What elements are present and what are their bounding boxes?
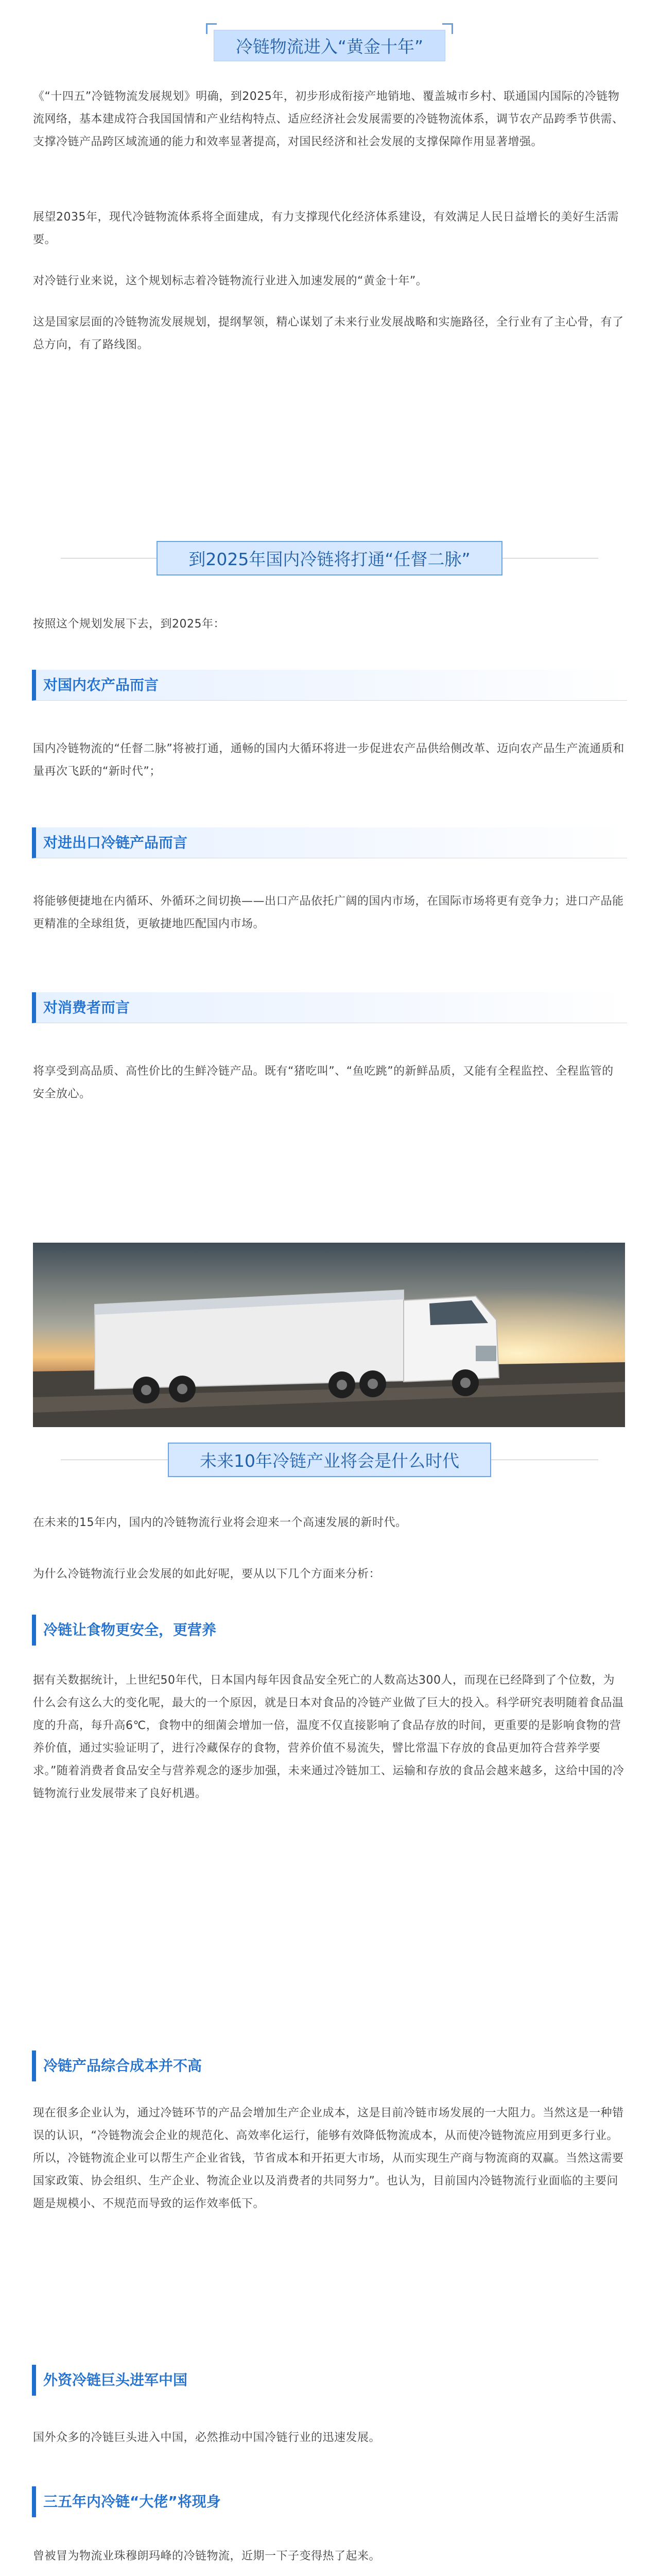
intro-paragraph-2: 展望2035年，现代冷链物流体系将全面建成，有力支撑现代化经济体系建设，有效满足人民日益增长的美好生活需要。: [33, 211, 619, 246]
section1-banner: [0, 541, 659, 575]
safety-heading: 冷链让食物更安全，更营养: [32, 1615, 627, 1646]
section2-banner-title: 未来10年冷链产业将会是什么时代: [168, 1443, 491, 1477]
section1-banner-title: 到2025年国内冷链将打通“任督二脉”: [157, 541, 502, 575]
section1-lead: 按照这个规划发展下去，到2025年：: [33, 618, 225, 631]
safety-text: 据有关数据统计，上世纪50年代，日本国内每年因食品安全死亡的人数高达300人，而现在已经降到了个位数，为什么会有这么大的变化呢，最大的一个原因，就是日本对食品的冷链产业做了巨大的投入。科学研究表明随着食品温度的升高，每升高6℃，食物中的细菌会增加一倍，温度不仅直接影响了食品存放的时间，更重要的是影响食物的营养价值，通过实验证明了，进行冷藏保存的食物，营养价值不易流失，譬比常温下存放的食品更加符合营养学要求。”随着消费者食品安全与营养观念的逐步加强，未来通过冷链加工、运输和存放的食品会越来越多，这给中国的冷链物流行业发展带来了良好机遇。: [33, 1674, 625, 1800]
hero-title: 冷链物流进入“黄金十年”: [214, 30, 445, 61]
truck-illustration: [33, 1243, 625, 1427]
export-text: 将能够便捷地在内循环、外循环之间切换——出口产品依托广阔的国内市场，在国际市场将更有竞争力；进口产品能更精准的全球组货，更敏捷地匹配国内市场。: [33, 895, 624, 930]
giant-paragraph-1: 曾被冒为物流业珠穆朗玛峰的冷链物流，近期一下子变得热了起来。: [33, 2550, 381, 2563]
consumer-text: 将享受到高品质、高性价比的生鲜冷链产品。既有“猪吃叫”、“鱼吃跳”的新鲜品质，又能有全程监控、全程监管的安全放心。: [33, 1065, 614, 1100]
export-heading: 对进出口冷链产品而言: [32, 827, 627, 858]
agri-heading: 对国内农产品而言: [32, 670, 627, 701]
cost-text: 现在很多企业认为，通过冷链环节的产品会增加生产企业成本，这是目前冷链市场发展的一大阻力。当然这是一种错误的认识，“冷链物流会企业的规范化、高效率化运行，能够有效降低物流成本，从而使冷链物流应用到更多行业。所以，冷链物流企业可以帮生产企业省钱，节省成本和开拓更大市场，从而实现生产商与物流商的双赢。当然这需要国家政策、协会组织、生产企业、物流企业以及消费者的共同努力”。也认为，目前国内冷链物流行业面临的主要问题是规模小、不规范而导致的运作效率低下。: [33, 2107, 624, 2210]
consumer-heading: 对消费者而言: [32, 992, 627, 1023]
hero-banner-wrap: [0, 30, 659, 61]
cost-heading: 冷链产品综合成本并不高: [32, 2050, 627, 2081]
section2-banner: [0, 1443, 659, 1477]
intro-paragraph-3: 对冷链行业来说，这个规划标志着冷链物流行业进入加速发展的“黄金十年”。: [33, 275, 428, 287]
giant-heading: 三五年内冷链“大佬”将现身: [32, 2486, 627, 2517]
section2-paragraph-2: 为什么冷链物流行业会发展的如此好呢，要从以下几个方面来分析：: [33, 1568, 381, 1581]
foreign-heading: 外资冷链巨头进军中国: [32, 2365, 627, 2396]
section2-paragraph-1: 在未来的15年内，国内的冷链物流行业将会迎来一个高速发展的新时代。: [33, 1516, 407, 1529]
agri-text: 国内冷链物流的“任督二脉”将被打通，通畅的国内大循环将进一步促进农产品供给侧改革、迈向农产品生产流通质和量再次飞跃的“新时代”；: [33, 742, 625, 778]
intro-paragraph-4: 这是国家层面的冷链物流发展规划，提纲挈领，精心谋划了未来行业发展战略和实施路径，全行业有了主心骨，有了总方向，有了路线图。: [33, 316, 624, 351]
truck-photo: [33, 1243, 625, 1427]
foreign-text: 国外众多的冷链巨头进入中国，必然推动中国冷链行业的迅速发展。: [33, 2431, 381, 2444]
intro-paragraph-1: 《“十四五”冷链物流发展规划》明确，到2025年，初步形成衔接产地销地、覆盖城市乡村、联通国内国际的冷链物流网络，基本建成符合我国国情和产业结构特点、适应经济社会发展需要的冷链物流体系，调节农产品跨季节供需、支撑冷链产品跨区域流通的能力和效率显著提高，对国民经济和社会发展的支撑保障作用显著增强。: [33, 90, 624, 148]
